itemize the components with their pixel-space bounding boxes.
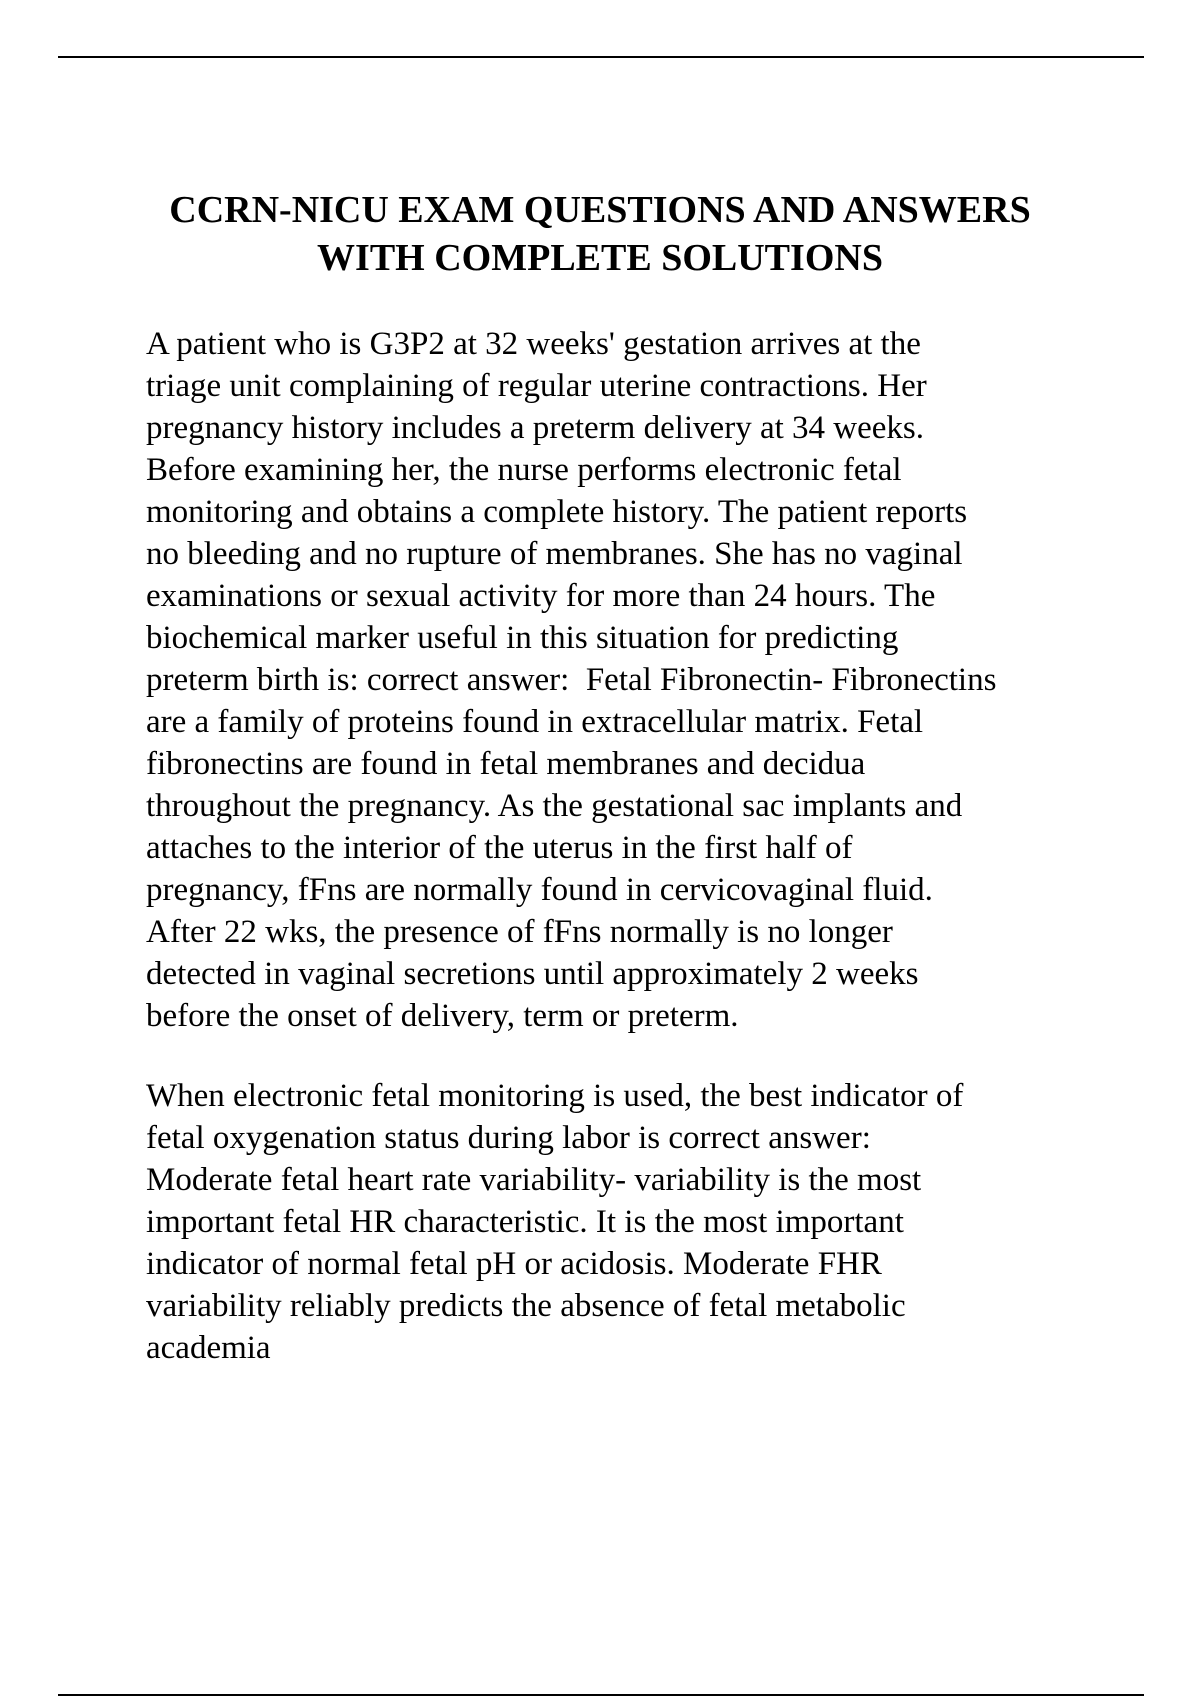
page-title [100, 186, 1100, 282]
text-line: Before examining her, the nurse performs electronic fetal [146, 452, 902, 488]
text-line: pregnancy, fFns are normally found in cervicovaginal fluid. [146, 872, 933, 908]
bottom-rule [58, 1694, 1144, 1696]
text-line: throughout the pregnancy. As the gestational sac implants and [146, 788, 963, 824]
text-line: A patient who is G3P2 at 32 weeks' gestation arrives at the [146, 326, 921, 362]
text-line: important fetal HR characteristic. It is the most important [146, 1204, 904, 1240]
text-line: monitoring and obtains a complete history. The patient reports [146, 494, 968, 530]
page-title-line: CCRN-NICU EXAM QUESTIONS AND ANSWERS [169, 189, 1031, 231]
text-line: After 22 wks, the presence of fFns normally is no longer [146, 914, 893, 950]
text-line: examinations or sexual activity for more than 24 hours. The [146, 578, 936, 614]
text-line: no bleeding and no rupture of membranes. She has no vaginal [146, 536, 963, 572]
text-line: are a family of proteins found in extracellular matrix. Fetal [146, 704, 924, 740]
text-line: indicator of normal fetal pH or acidosis. Moderate FHR [146, 1246, 882, 1282]
text-line: When electronic fetal monitoring is used, the best indicator of [146, 1078, 964, 1114]
top-rule [58, 56, 1144, 58]
text-line: fibronectins are found in fetal membranes and decidua [146, 746, 866, 782]
text-line: academia [146, 1330, 271, 1366]
text-line: pregnancy history includes a preterm delivery at 34 weeks. [146, 410, 924, 446]
text-line: variability reliably predicts the absence of fetal metabolic [146, 1288, 906, 1324]
text-line: before the onset of delivery, term or preterm. [146, 998, 739, 1034]
question-answer-2 [146, 1075, 1096, 1369]
text-line: Moderate fetal heart rate variability- variability is the most [146, 1162, 922, 1198]
question-answer-1 [146, 323, 1096, 1037]
text-line: detected in vaginal secretions until approximately 2 weeks [146, 956, 919, 992]
page-title-line: WITH COMPLETE SOLUTIONS [317, 237, 883, 279]
text-line: fetal oxygenation status during labor is correct answer: [146, 1120, 871, 1156]
text-line: attaches to the interior of the uterus in the first half of [146, 830, 853, 866]
text-line: preterm birth is: correct answer: Fetal Fibronectin- Fibronectins [146, 662, 997, 698]
text-line: triage unit complaining of regular uterine contractions. Her [146, 368, 927, 404]
text-line: biochemical marker useful in this situation for predicting [146, 620, 899, 656]
